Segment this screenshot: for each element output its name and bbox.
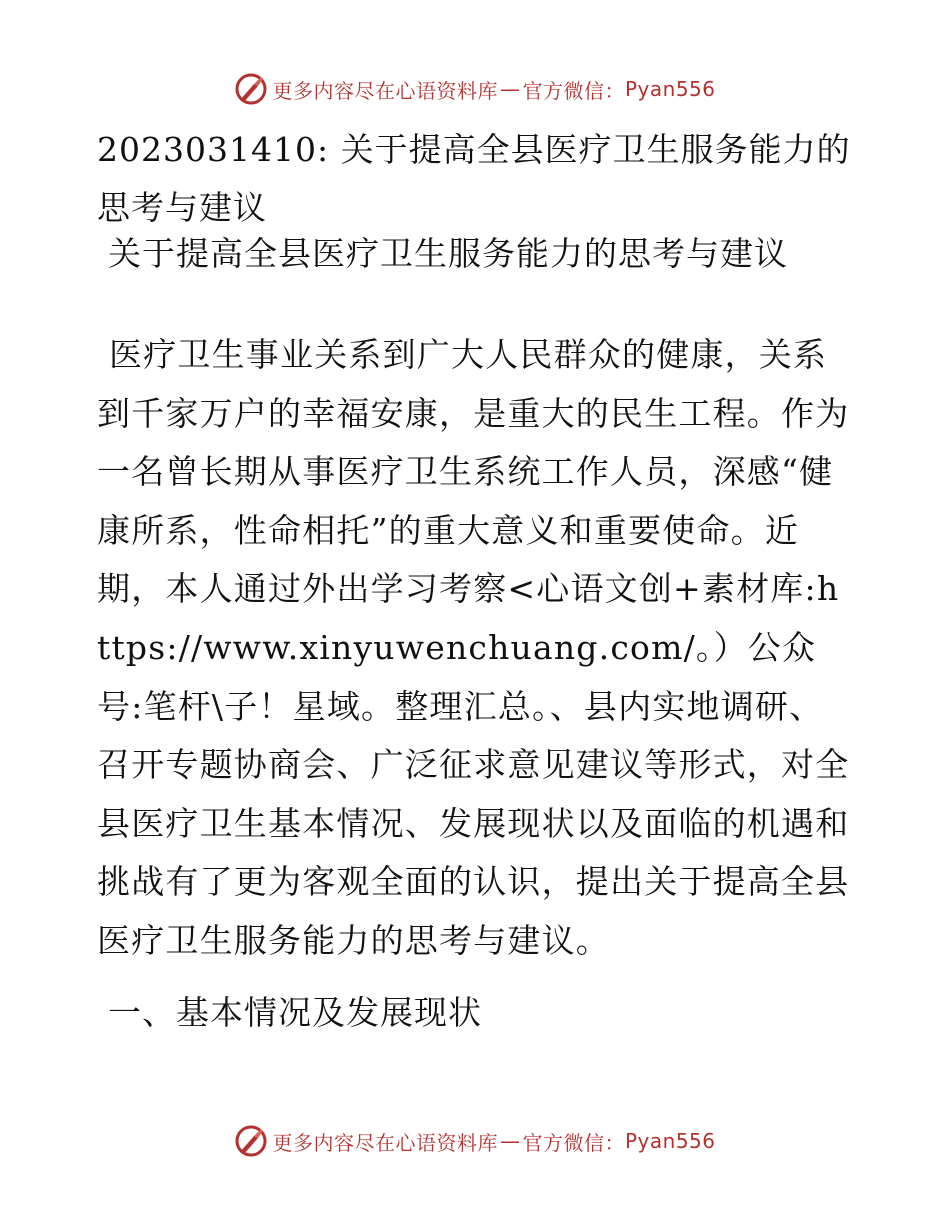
section-heading: 一、基本情况及发展现状 [108,993,482,1032]
header-banner-main: 更多内容尽在心语资料库 [272,78,498,103]
header-banner-separator: — [499,77,521,101]
footer-banner [0,1124,950,1158]
document-title: 2023031410: 关于提高全县医疗卫生服务能力的思考与建议 [97,130,851,227]
body-paragraph: 医疗卫生事业关系到广大人民群众的健康，关系到千家万户的幸福安康，是重大的民生工程。作为一名曾长期从事医疗卫生系统工作人员，深感“健康所系，性命相托”的重大意义和重要使命。近期，本人通过外出学习考察<心语文创+素材库:https://www.xinyuwenchuang.com/。）公众号:笔杆\子！星域。整理汇总。、县内实地调研、召开专题协商会、广泛征求意见建议等形式，对全县医疗卫生基本情况、发展现状以及面临的机遇和挑战有了更为客观全面的认识，提出关于提高全县医疗卫生服务能力的思考与建议。 [97,335,850,960]
document-subtitle: 关于提高全县医疗卫生服务能力的思考与建议 [108,234,788,273]
footer-banner-wechat-id: Pyan556 [624,1129,716,1153]
pen-logo-icon [234,72,268,106]
footer-banner-main: 更多内容尽在心语资料库 [272,1130,498,1155]
footer-banner-separator: — [499,1129,521,1153]
header-banner-wechat-label: 官方微信： [522,78,625,103]
pen-logo-icon [234,1124,268,1158]
footer-banner-wechat-label: 官方微信： [522,1130,625,1155]
header-banner [0,72,950,106]
header-banner-wechat-id: Pyan556 [624,77,716,101]
